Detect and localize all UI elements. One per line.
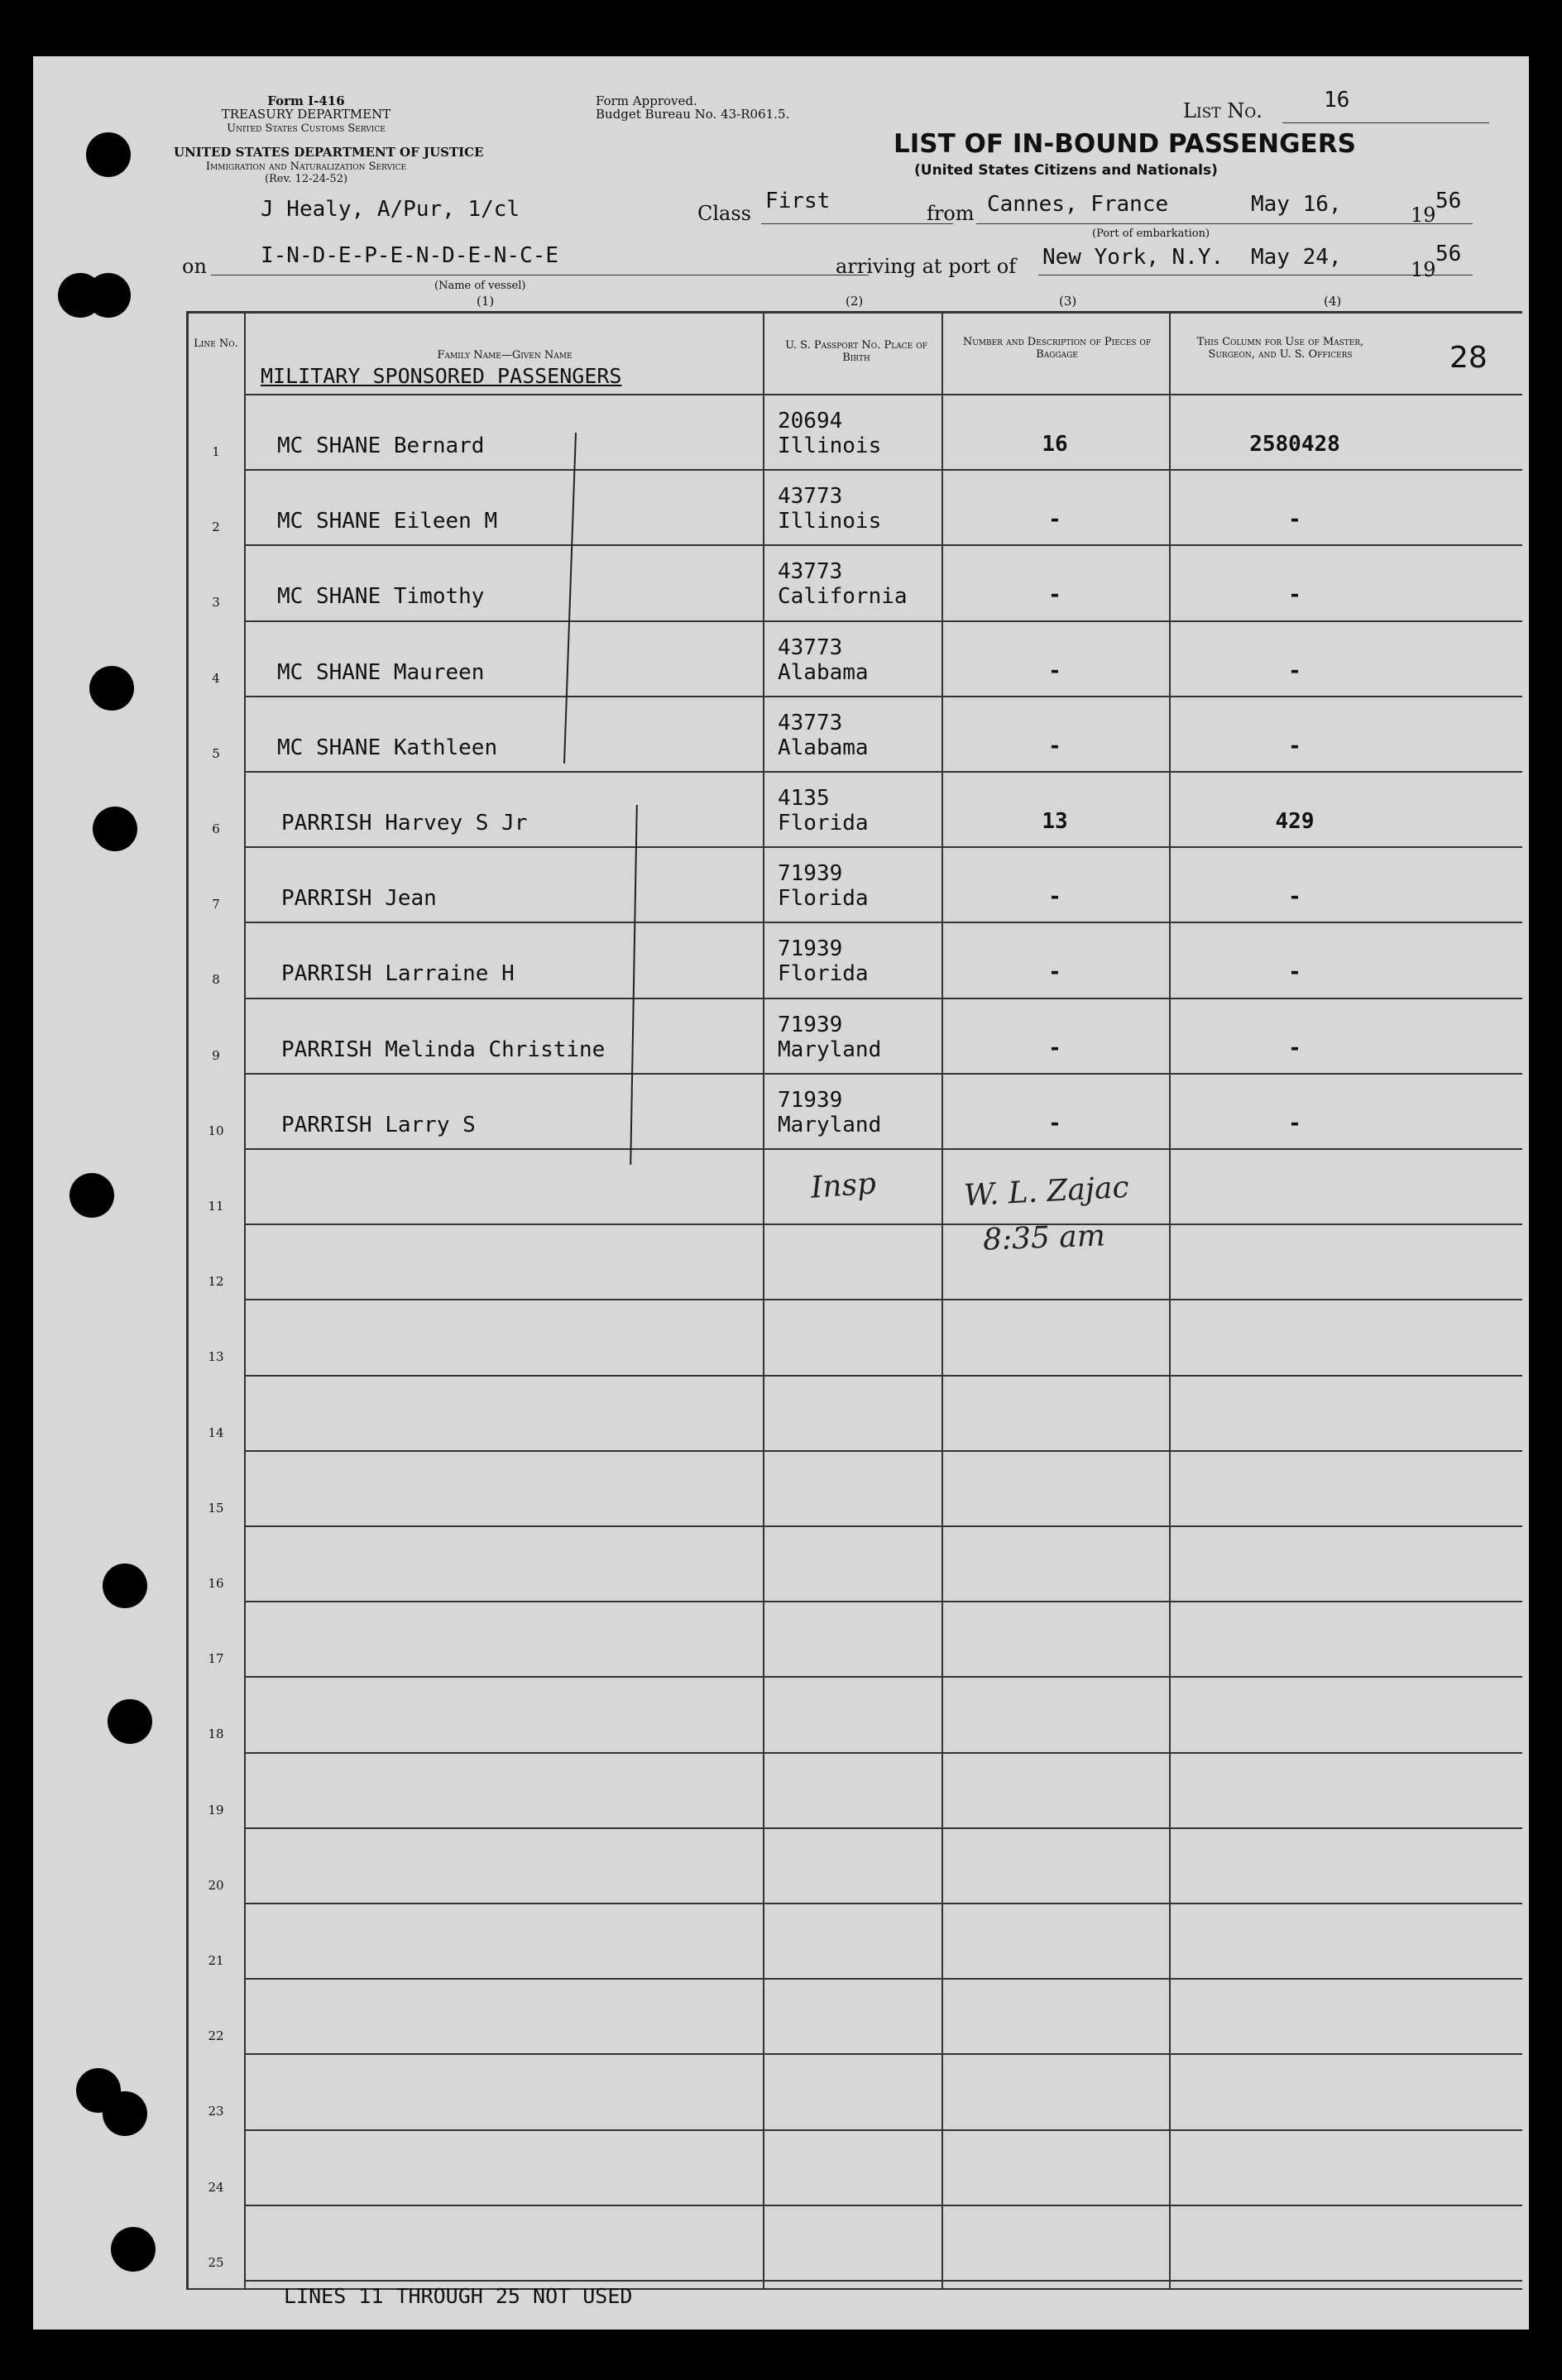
row-rule (244, 1073, 1522, 1075)
passport-number: 43773 (778, 559, 843, 584)
passport-header: U. S. Passport No. Place of Birth (785, 339, 927, 364)
row-rule (244, 998, 1522, 999)
family-bracket-2 (630, 805, 638, 1165)
inspector-signature: W. L. Zajac (963, 1170, 1130, 1214)
justice-dept: UNITED STATES DEPARTMENT OF JUSTICE (174, 145, 484, 160)
place-of-birth: Maryland (778, 1037, 882, 1062)
passport-number: 20694 (778, 409, 843, 433)
line-number: 24 (208, 2180, 224, 2195)
row-rule (244, 771, 1522, 773)
line-number: 16 (208, 1576, 224, 1591)
form-subtitle: (United States Citizens and Nationals) (914, 162, 1218, 179)
baggage-count: - (1048, 884, 1061, 909)
officer-entry: - (1288, 582, 1301, 607)
baggage-count: - (1048, 582, 1061, 607)
arrival-year: 56 (1435, 242, 1462, 266)
header-bottom-rule (244, 394, 1522, 395)
row-rule (244, 2129, 1522, 2131)
passenger-name: MC SHANE Eileen M (277, 509, 498, 534)
line-number: 7 (212, 897, 220, 912)
officer-entry: - (1288, 960, 1301, 984)
passport-number: 43773 (778, 711, 843, 735)
row-rule (244, 1903, 1522, 1904)
vessel-name: I-N-D-E-P-E-N-D-E-N-C-E (261, 243, 559, 268)
row-rule (244, 2280, 1522, 2282)
passport-number: 4135 (778, 786, 830, 811)
binder-hole (108, 1699, 152, 1744)
row-rule (244, 1676, 1522, 1678)
arriving-label: arriving at port of (836, 255, 1017, 278)
row-rule (244, 1299, 1522, 1300)
col-num-3: (3) (1059, 294, 1077, 309)
row-rule (244, 1148, 1522, 1150)
on-label: on (182, 255, 207, 278)
budget-bureau: Budget Bureau No. 43-R061.5. (596, 107, 790, 122)
table-top-rule (186, 311, 1522, 314)
depart-date: May 16, (1251, 192, 1342, 217)
col-num-2: (2) (846, 294, 864, 309)
class-value: First (765, 189, 831, 213)
list-no-label: List No. (1183, 99, 1263, 122)
row-rule (244, 1525, 1522, 1527)
footer-note: LINES 11 THROUGH 25 NOT USED (284, 2284, 633, 2308)
place-of-birth: Alabama (778, 735, 869, 760)
row-rule (244, 1978, 1522, 1980)
passenger-name: PARRISH Harvey S Jr (281, 811, 528, 836)
officer-entry: 2580428 (1249, 432, 1340, 457)
binder-hole (103, 2091, 147, 2136)
ins-service: Immigration and Naturalization Service (205, 160, 407, 173)
line-number: 23 (208, 2104, 224, 2119)
row-rule (244, 846, 1522, 848)
inspection-time: 8:35 am (982, 1219, 1106, 1257)
line-number: 5 (212, 746, 220, 761)
revision: (Rev. 12-24-52) (264, 173, 348, 185)
line-number: 12 (208, 1274, 224, 1289)
passenger-name: PARRISH Jean (281, 886, 437, 911)
baggage-count: - (1048, 734, 1061, 759)
page-mark: 28 (1449, 341, 1488, 375)
row-rule (244, 620, 1522, 622)
passport-number: 71939 (778, 1088, 843, 1113)
purser: J Healy, A/Pur, 1/cl (261, 197, 520, 222)
officer-entry: - (1288, 884, 1301, 909)
insp-mark: Insp (809, 1166, 878, 1205)
officer-entry: - (1288, 1036, 1301, 1061)
col-num-4: (4) (1324, 294, 1342, 309)
class-rule (761, 223, 953, 224)
binder-hole (103, 1564, 147, 1608)
customs-service: United States Customs Service (227, 122, 386, 135)
passport-number: 71939 (778, 861, 843, 886)
line-number: 1 (212, 444, 220, 459)
arrival-port: New York, N.Y. (1042, 245, 1224, 270)
row-rule (244, 2205, 1522, 2206)
manifest-page (33, 56, 1529, 2330)
col-num-1: (1) (477, 294, 495, 309)
place-of-birth: Alabama (778, 660, 869, 685)
row-rule (244, 696, 1522, 697)
line-number: 22 (208, 2028, 224, 2043)
row-rule (244, 2053, 1522, 2055)
binder-hole (86, 273, 131, 318)
baggage-count: - (1048, 1036, 1061, 1061)
line-number: 10 (208, 1123, 224, 1138)
passenger-name: PARRISH Larry S (281, 1113, 476, 1137)
form-title: LIST OF IN-BOUND PASSENGERS (894, 129, 1356, 159)
treasury-dept: TREASURY DEPARTMENT (221, 107, 391, 122)
name-header: Family Name—Given Name (437, 349, 573, 362)
passport-number: 43773 (778, 635, 843, 660)
embark-caption: (Port of embarkation) (1092, 227, 1210, 240)
line-number: 8 (212, 972, 220, 987)
place-of-birth: Florida (778, 811, 869, 836)
line-number: 11 (208, 1199, 224, 1214)
line-number: 17 (208, 1651, 224, 1666)
embark-port: Cannes, France (987, 192, 1169, 217)
officer-entry: - (1288, 507, 1301, 532)
line-number: 19 (208, 1803, 224, 1817)
baggage-count: - (1048, 507, 1061, 532)
officers-header: This Column for Use of Master, Surgeon, and U. S. Officers (1196, 336, 1364, 361)
depart-year-prefix: 19 (1411, 204, 1436, 227)
officer-entry: - (1288, 734, 1301, 759)
place-of-birth: Illinois (778, 433, 882, 458)
line-number: 2 (212, 520, 220, 534)
baggage-count: - (1048, 960, 1061, 984)
row-rule (244, 1827, 1522, 1829)
baggage-count: - (1048, 1111, 1061, 1136)
row-rule (244, 922, 1522, 923)
row-rule (244, 544, 1522, 546)
line-number: 18 (208, 1726, 224, 1741)
section-label: MILITARY SPONSORED PASSENGERS (261, 364, 622, 388)
place-of-birth: Maryland (778, 1113, 882, 1137)
from-rule (976, 223, 1473, 224)
list-no: 16 (1324, 88, 1350, 113)
class-label: Class (697, 202, 751, 225)
passenger-name: PARRISH Melinda Christine (281, 1037, 606, 1062)
line-number: 6 (212, 821, 220, 836)
family-bracket-1 (563, 433, 577, 764)
passenger-name: PARRISH Larraine H (281, 961, 515, 986)
passenger-name: MC SHANE Maureen (277, 660, 485, 685)
officer-entry: 429 (1275, 809, 1315, 834)
from-label: from (927, 202, 975, 225)
vessel-caption: (Name of vessel) (434, 280, 526, 292)
binder-hole (69, 1173, 114, 1218)
form-number: Form I-416 (267, 93, 345, 108)
baggage-count: - (1048, 658, 1061, 683)
line-number: 3 (212, 595, 220, 610)
row-rule (244, 469, 1522, 471)
line-number: 21 (208, 1953, 224, 1968)
passenger-name: MC SHANE Bernard (277, 433, 485, 458)
binder-hole (93, 807, 137, 851)
arrival-year-prefix: 19 (1411, 258, 1436, 281)
line-number: 9 (212, 1048, 220, 1063)
form-approved: Form Approved. (596, 93, 697, 108)
place-of-birth: Illinois (778, 509, 882, 534)
passport-number: 43773 (778, 484, 843, 509)
officer-entry: - (1288, 658, 1301, 683)
baggage-count: 13 (1042, 809, 1068, 834)
line-number: 4 (212, 671, 220, 686)
binder-hole (89, 666, 134, 711)
passport-number: 71939 (778, 1013, 843, 1037)
passenger-name: MC SHANE Kathleen (277, 735, 498, 760)
passenger-name: MC SHANE Timothy (277, 584, 485, 609)
line-number: 13 (208, 1349, 224, 1364)
row-rule (244, 1601, 1522, 1602)
arrival-date: May 24, (1251, 245, 1342, 270)
line-number: 20 (208, 1878, 224, 1893)
depart-year: 56 (1435, 189, 1462, 213)
row-rule (244, 1224, 1522, 1225)
place-of-birth: California (778, 584, 908, 609)
officer-entry: - (1288, 1111, 1301, 1136)
line-no-header: Line No. (194, 338, 238, 350)
line-number: 25 (208, 2255, 224, 2270)
passport-number: 71939 (778, 936, 843, 961)
list-no-rule (1282, 122, 1489, 123)
baggage-count: 16 (1042, 432, 1068, 457)
binder-hole (86, 132, 131, 177)
baggage-header: Number and Description of Pieces of Baggage (962, 336, 1152, 361)
place-of-birth: Florida (778, 961, 869, 986)
row-rule (244, 1752, 1522, 1754)
binder-hole (111, 2227, 156, 2272)
row-rule (244, 1375, 1522, 1377)
line-number: 15 (208, 1501, 224, 1516)
row-rule (244, 1450, 1522, 1452)
line-number: 14 (208, 1425, 224, 1440)
place-of-birth: Florida (778, 886, 869, 911)
